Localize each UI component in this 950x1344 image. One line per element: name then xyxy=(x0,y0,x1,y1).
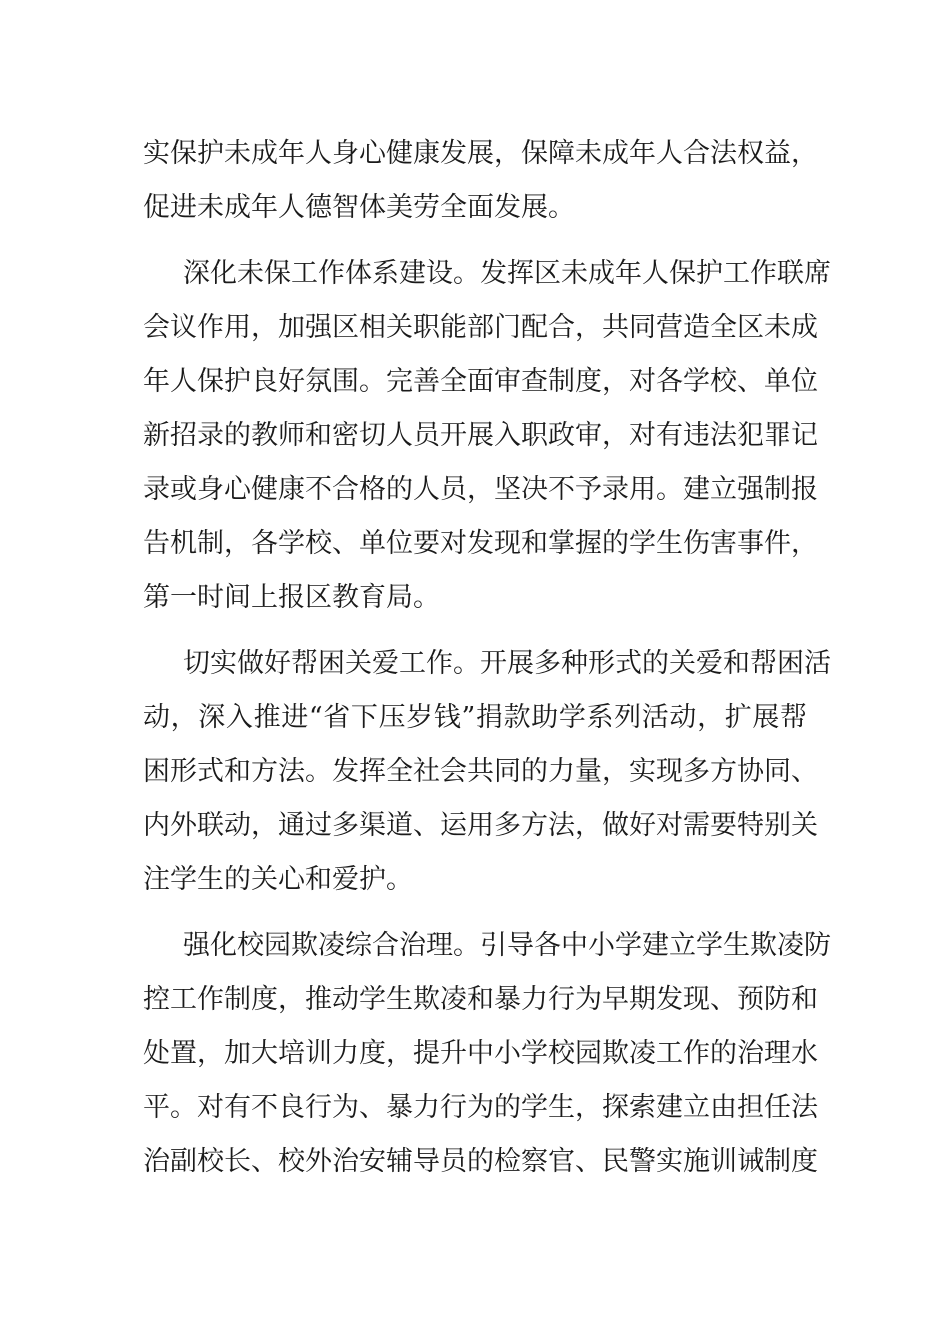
text-line: 治副校长、校外治安辅导员的检察官、民警实施训诫制度 xyxy=(143,1146,818,1177)
text-line: 控工作制度，推动学生欺凌和暴力行为早期发现、预防和 xyxy=(143,984,818,1015)
document-body xyxy=(143,127,831,1189)
paragraph-2 xyxy=(143,247,831,625)
text-line: 实保护未成年人身心健康发展，保障未成年人合法权益， xyxy=(143,138,818,169)
text-line: 内外联动，通过多渠道、运用多方法，做好对需要特别关 xyxy=(143,810,818,841)
text-line: 会议作用，加强区相关职能部门配合，共同营造全区未成 xyxy=(143,312,818,343)
text-line: 平。对有不良行为、暴力行为的学生，探索建立由担任法 xyxy=(143,1092,818,1123)
text-line: 处置，加大培训力度，提升中小学校园欺凌工作的治理水 xyxy=(143,1038,818,1069)
paragraph-3 xyxy=(143,637,831,907)
paragraph-4 xyxy=(143,919,831,1189)
text-line: 促进未成年人德智体美劳全面发展。 xyxy=(143,192,575,223)
text-line: 深化未保工作体系建设。发挥区未成年人保护工作联席 xyxy=(183,258,831,289)
text-line: 注学生的关心和爱护。 xyxy=(143,864,413,895)
text-line: 新招录的教师和密切人员开展入职政审，对有违法犯罪记 xyxy=(143,420,818,451)
text-line: 切实做好帮困关爱工作。开展多种形式的关爱和帮困活 xyxy=(183,648,831,679)
text-line: 录或身心健康不合格的人员，坚决不予录用。建立强制报 xyxy=(143,474,818,505)
text-line: 第一时间上报区教育局。 xyxy=(143,582,440,613)
text-line: 强化校园欺凌综合治理。引导各中小学建立学生欺凌防 xyxy=(183,930,831,961)
text-line: 困形式和方法。发挥全社会共同的力量，实现多方协同、 xyxy=(143,756,818,787)
text-line: 年人保护良好氛围。完善全面审查制度，对各学校、单位 xyxy=(143,366,818,397)
text-line: 告机制，各学校、单位要对发现和掌握的学生伤害事件， xyxy=(143,528,818,559)
paragraph-1 xyxy=(143,127,818,235)
text-line: 动，深入推进“省下压岁钱”捐款助学系列活动，扩展帮 xyxy=(143,702,807,733)
